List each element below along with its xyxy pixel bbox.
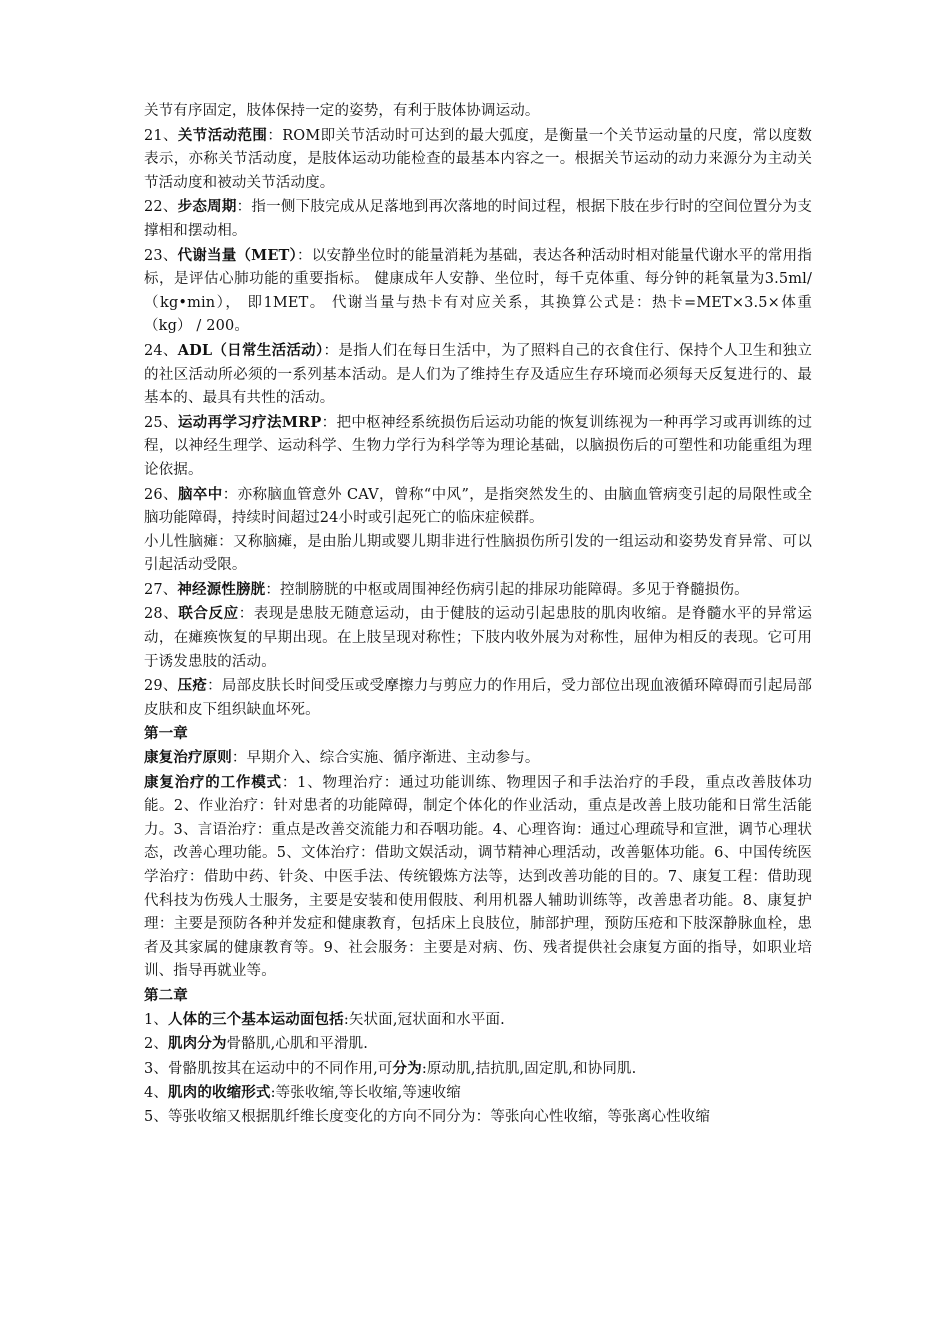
term-label: 联合反应 bbox=[178, 605, 239, 623]
paragraph-text: ：表现是患肢无随意运动，由于健肢的运动引起患肢的肌肉收缩。是脊髓水平的异常运动，在瘫痪恢复的早期出现。在上肢呈现对称性；下肢内收外展为对称性，屈伸为相反的表现。它可用于诱发患肢的活动。 bbox=[144, 606, 813, 670]
chapter-heading bbox=[144, 984, 812, 1008]
paragraph-text: ：早期介入、综合实施、循序渐进、主动参与。 bbox=[231, 750, 540, 767]
paragraph-text: :等张收缩,等长收缩,等速收缩 bbox=[270, 1085, 461, 1102]
paragraph bbox=[144, 531, 812, 578]
term-label: 康复治疗的工作模式 bbox=[144, 773, 282, 791]
paragraph bbox=[144, 578, 812, 603]
item-number: 23、 bbox=[144, 247, 178, 264]
paragraph bbox=[144, 483, 812, 531]
paragraph-text: ：ROM即关节活动时可达到的最大弧度，是衡量一个关节运动量的尺度，常以度数表示，亦称关节活动度，是肢体运动功能检查的最基本内容之一。根据关节运动的动力来源分为主动关节活动度和被动关节活动度。 bbox=[144, 127, 812, 191]
paragraph bbox=[144, 1106, 812, 1130]
item-number: 28、 bbox=[144, 606, 179, 623]
item-number: 26、 bbox=[144, 486, 178, 503]
paragraph-text: 5、等张收缩又根据肌纤维长度变化的方向不同分为：等张向心性收缩，等张离心性收缩 bbox=[144, 1108, 711, 1125]
paragraph-text: ：是指人们在每日生活中，为了照料自己的衣食住行、保持个人卫生和独立的社区活动所必须的一系列基本活动。是人们为了维持生存及适应生存环境而必须每天反复进行的、最基本的、最具有共性的活动。 bbox=[144, 342, 812, 407]
paragraph-text: 关节有序固定，肢体保持一定的姿势，有利于肢体协调运动。 bbox=[144, 103, 540, 119]
term-label: 关节活动范围 bbox=[177, 126, 268, 144]
paragraph-text: 骨骼肌,心肌和平滑肌. bbox=[226, 1036, 369, 1053]
item-number: 3、骨骼肌按其在运动中的不同作用,可 bbox=[144, 1060, 393, 1077]
paragraph-text: ：控制膀胱的中枢或周围神经伤病引起的排尿功能障碍。多见于脊髓损伤。 bbox=[265, 581, 749, 598]
paragraph-text: ：以安静坐位时的能量消耗为基础，表达各种活动时相对能量代谢水平的常用指标，是评估心肺功能的重要指标。 健康成年人安静、坐位时，每千克体重、每分钟的耗氧量为3.5ml/（kg•min）， 即1MET。 代谢当量与热卡有对应关系，其换算公式是：热卡=MET×3.5×体重（kg） / 200。 bbox=[144, 247, 813, 335]
term-label: 肌肉的收缩形式 bbox=[168, 1084, 271, 1102]
term-label: 第一章 bbox=[144, 725, 188, 743]
item-number: 24、 bbox=[144, 342, 178, 359]
paragraph-text: ：亦称脑血管意外 CAV，曾称“中风”，是指突然发生的、由脑血管病变引起的局限性或全脑功能障碍，持续时间超过24小时或引起死亡的临床症候群。 bbox=[144, 486, 813, 527]
paragraph bbox=[144, 746, 812, 771]
paragraph bbox=[144, 100, 812, 124]
term-label: 压疮 bbox=[177, 677, 208, 695]
paragraph-text: ：局部皮肤长时间受压或受摩擦力与剪应力的作用后，受力部位出现血液循环障碍而引起局部皮肤和皮下组织缺血坏死。 bbox=[144, 678, 812, 718]
paragraph-text: 小儿性脑瘫：又称脑瘫，是由胎儿期或婴儿期非进行性脑损伤所引发的一组运动和姿势发育异常、可以引起活动受限。 bbox=[144, 533, 812, 574]
term-label: 肌肉分为 bbox=[168, 1035, 227, 1053]
term-label: 步态周期 bbox=[177, 198, 237, 216]
paragraph-text: :原动肌,拮抗肌,固定肌,和协同肌. bbox=[421, 1060, 637, 1077]
paragraph-text: ：指一侧下肢完成从足落地到再次落地的时间过程，根据下肢在步行时的空间位置分为支撑相和摆动相。 bbox=[144, 199, 812, 239]
paragraph bbox=[144, 411, 812, 483]
item-number: 27、 bbox=[144, 581, 178, 598]
term-label: 脑卒中 bbox=[177, 485, 223, 503]
term-label: 人体的三个基本运动面包括 bbox=[168, 1010, 344, 1028]
term-label: 分为 bbox=[392, 1059, 422, 1077]
term-label: 运动再学习疗法MRP bbox=[177, 413, 322, 431]
paragraph bbox=[144, 1081, 812, 1106]
term-label: 神经源性膀胱 bbox=[177, 580, 266, 598]
term-label: 第二章 bbox=[144, 986, 188, 1004]
paragraph bbox=[144, 674, 812, 722]
paragraph bbox=[144, 1008, 812, 1033]
paragraph bbox=[144, 244, 812, 339]
item-number: 1、 bbox=[144, 1011, 169, 1028]
chapter-heading bbox=[144, 722, 812, 746]
paragraph bbox=[144, 1057, 812, 1082]
paragraph-text: :矢状面,冠状面和水平面. bbox=[343, 1011, 505, 1028]
item-number: 22、 bbox=[144, 199, 178, 216]
term-label: 代谢当量（MET） bbox=[177, 246, 298, 264]
paragraph bbox=[144, 602, 812, 674]
paragraph-text: ：把中枢神经系统损伤后运动功能的恢复训练视为一种再学习或再训练的过程，以神经生理学、运动科学、生物力学行为科学等为理论基础，以脑损伤后的可塑性和功能重组为理论依据。 bbox=[144, 414, 812, 478]
paragraph bbox=[144, 1032, 812, 1057]
paragraph bbox=[144, 771, 812, 984]
item-number: 25、 bbox=[144, 414, 178, 431]
item-number: 21、 bbox=[144, 127, 178, 144]
term-label: 康复治疗原则 bbox=[144, 749, 232, 767]
item-number: 29、 bbox=[144, 678, 178, 695]
paragraph bbox=[144, 124, 812, 196]
paragraph bbox=[144, 339, 812, 411]
term-label: ADL（日常生活活动） bbox=[177, 341, 324, 359]
item-number: 4、 bbox=[144, 1085, 169, 1102]
document-body bbox=[144, 100, 812, 1130]
paragraph bbox=[144, 195, 812, 243]
item-number: 2、 bbox=[144, 1036, 169, 1053]
paragraph-text: ：1、物理治疗：通过功能训练、物理因子和手法治疗的手段，重点改善肢体功能。2、作业治疗：针对患者的功能障碍，制定个体化的作业活动，重点是改善上肢功能和日常生活能力。3、言语治疗：重点是改善交流能力和吞咽功能。4、心理咨询：通过心理疏导和宣泄，调节心理状态，改善心理功能。5、文体治疗：借助文娱活动，调节精神心理活动，改善躯体功能。6、中国传统医学治疗：借助中药、针灸、中医手法、传统锻炼方法等，达到改善功能的目的。7、康复工程：借助现代科技为伤残人士服务，主要是安装和使用假肢、利用机器人辅助训练等，改善患者功能。8、康复护理：主要是预防各种并发症和健康教育，包括床上良肢位，肺部护理，预防压疮和下肢深静脉血栓，患者及其家属的健康教育等。9、社会服务：主要是对病、伤、残者提供社会康复方面的指导，如职业培训、指导再就业等。 bbox=[144, 774, 812, 980]
